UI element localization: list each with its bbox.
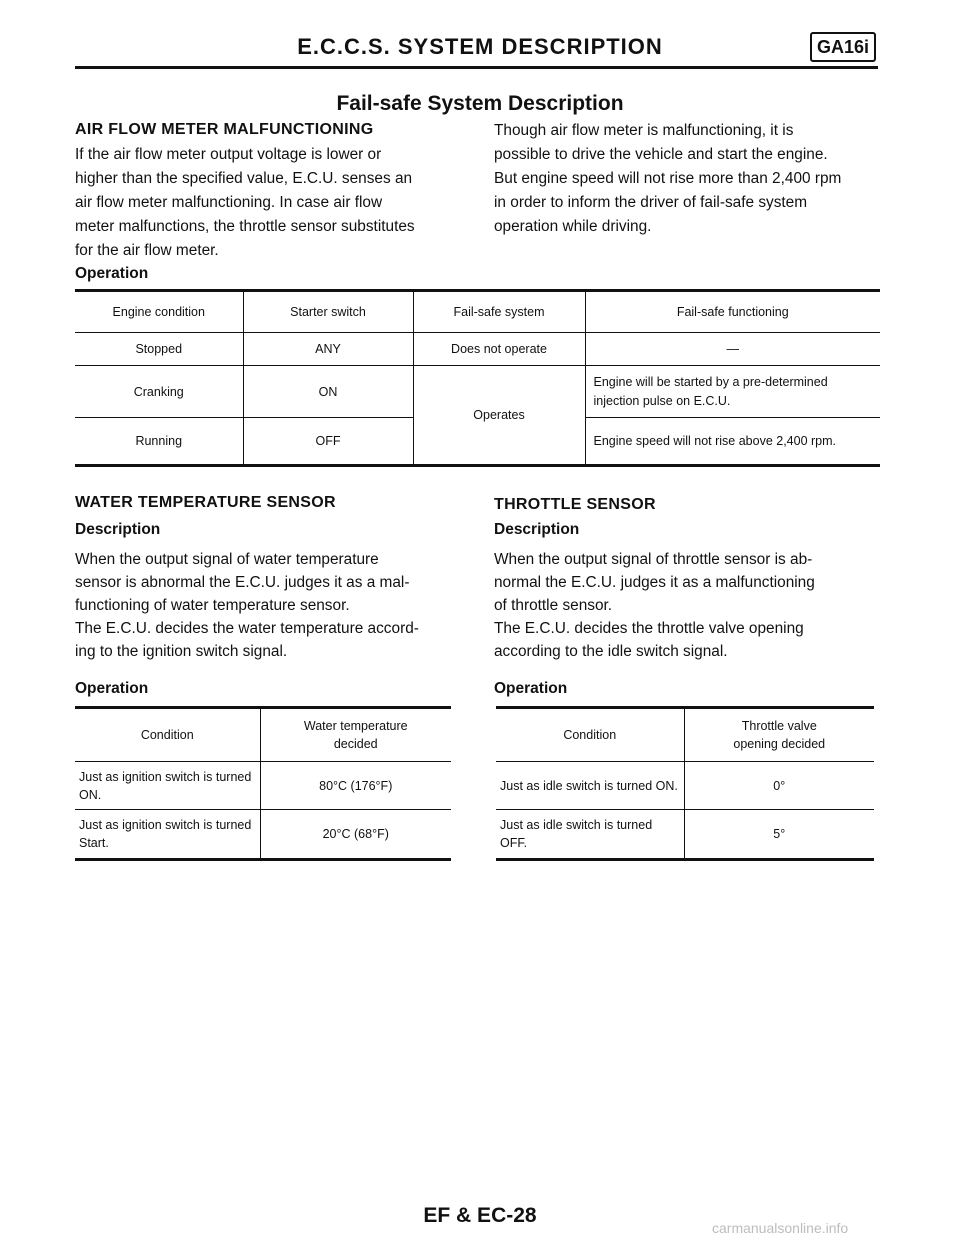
table-row	[75, 762, 451, 810]
paragraph-line: Though air flow meter is malfunctioning, it is	[494, 122, 794, 139]
table-row	[496, 810, 874, 860]
table-header-row	[75, 291, 880, 333]
table-cell: Cranking	[75, 366, 243, 418]
table-cell: Does not operate	[413, 333, 585, 366]
paragraph-line: air flow meter malfunctioning. In case air flow	[75, 194, 383, 211]
table-header-row	[496, 708, 874, 762]
paragraph-line: normal the E.C.U. judges it as a malfunctioning	[494, 574, 815, 591]
page-header-title: E.C.C.S. SYSTEM DESCRIPTION	[297, 34, 663, 59]
table-cell: OFF	[243, 418, 413, 466]
paragraph-line: But engine speed will not rise more than 2,400 rpm	[494, 170, 842, 187]
water-sensor-paragraph	[75, 548, 451, 663]
column-header: Fail-safe functioning	[585, 291, 880, 333]
column-header: Condition	[75, 708, 260, 762]
table-header-row	[75, 708, 451, 762]
throttle-description-label: Description	[494, 521, 580, 538]
table-cell: Just as idle switch is turned ON.	[496, 762, 684, 810]
table-cell: 20°C (68°F)	[260, 810, 451, 860]
table-cell: Just as ignition switch is turned Start.	[75, 810, 260, 860]
operation-label: Operation	[75, 265, 149, 282]
fail-safe-table	[75, 289, 880, 467]
paragraph-line: If the air flow meter output voltage is lower or	[75, 146, 382, 163]
table-cell: 80°C (176°F)	[260, 762, 451, 810]
paragraph-line: of throttle sensor.	[494, 597, 613, 614]
paragraph-line: meter malfunctions, the throttle sensor substitutes	[75, 218, 415, 235]
throttle-valve-table	[496, 706, 874, 861]
table-cell: Just as idle switch is turned OFF.	[496, 810, 684, 860]
paragraph-line: operation while driving.	[494, 218, 652, 235]
throttle-operation-label: Operation	[494, 680, 568, 697]
table-cell: Just as ignition switch is turned ON.	[75, 762, 260, 810]
section-title: Fail-safe System Description	[336, 92, 624, 115]
paragraph-line: possible to drive the vehicle and start the engine.	[494, 146, 828, 163]
water-temperature-table	[75, 706, 451, 861]
water-sensor-heading: WATER TEMPERATURE SENSOR	[75, 494, 336, 511]
throttle-sensor-heading: THROTTLE SENSOR	[494, 496, 656, 513]
table-cell: ANY	[243, 333, 413, 366]
table-row	[75, 333, 880, 366]
throttle-sensor-paragraph	[494, 548, 871, 663]
column-header: Condition	[496, 708, 684, 762]
water-operation-label: Operation	[75, 680, 149, 697]
table-row	[496, 762, 874, 810]
paragraph-line: for the air flow meter.	[75, 242, 219, 259]
paragraph-line: higher than the specified value, E.C.U. senses an	[75, 170, 413, 187]
table-cell: Operates	[413, 366, 585, 466]
air-flow-right-paragraph	[494, 119, 871, 239]
paragraph-line: sensor is abnormal the E.C.U. judges it as a mal-	[75, 574, 410, 591]
table-cell: ON	[243, 366, 413, 418]
page-number: EF & EC-28	[423, 1204, 537, 1227]
air-flow-heading: AIR FLOW METER MALFUNCTIONING	[75, 121, 374, 138]
engine-badge: GA16i	[810, 32, 876, 62]
paragraph-line: according to the idle switch signal.	[494, 643, 728, 660]
paragraph-line: The E.C.U. decides the throttle valve opening	[494, 620, 804, 637]
paragraph-line: ing to the ignition switch signal.	[75, 643, 288, 660]
table-cell: 0°	[684, 762, 874, 810]
header-text: Throttle valve opening decided	[733, 719, 826, 751]
table-cell: Engine will be started by a pre-determined injection pulse on E.C.U.	[585, 366, 880, 418]
paragraph-line: When the output signal of throttle sensor is ab-	[494, 551, 813, 568]
paragraph-line: functioning of water temperature sensor.	[75, 597, 350, 614]
table-cell: Stopped	[75, 333, 243, 366]
column-header	[684, 708, 874, 762]
column-header: Starter switch	[243, 291, 413, 333]
air-flow-paragraph	[75, 143, 451, 263]
table-cell: —	[585, 333, 880, 366]
column-header: Engine condition	[75, 291, 243, 333]
table-cell: Running	[75, 418, 243, 466]
paragraph-line: in order to inform the driver of fail-safe system	[494, 194, 808, 211]
table-cell: Engine speed will not rise above 2,400 rpm.	[585, 418, 880, 466]
header-text: Water temperature decided	[303, 719, 408, 751]
water-description-label: Description	[75, 521, 161, 538]
table-row	[75, 810, 451, 860]
column-header: Fail-safe system	[413, 291, 585, 333]
table-row	[75, 366, 880, 418]
paragraph-line: When the output signal of water temperature	[75, 551, 379, 568]
header-rule	[75, 66, 878, 69]
column-header	[260, 708, 451, 762]
table-cell: 5°	[684, 810, 874, 860]
watermark-text: carmanualsonline.info	[712, 1220, 849, 1236]
paragraph-line: The E.C.U. decides the water temperature accord-	[75, 620, 419, 637]
